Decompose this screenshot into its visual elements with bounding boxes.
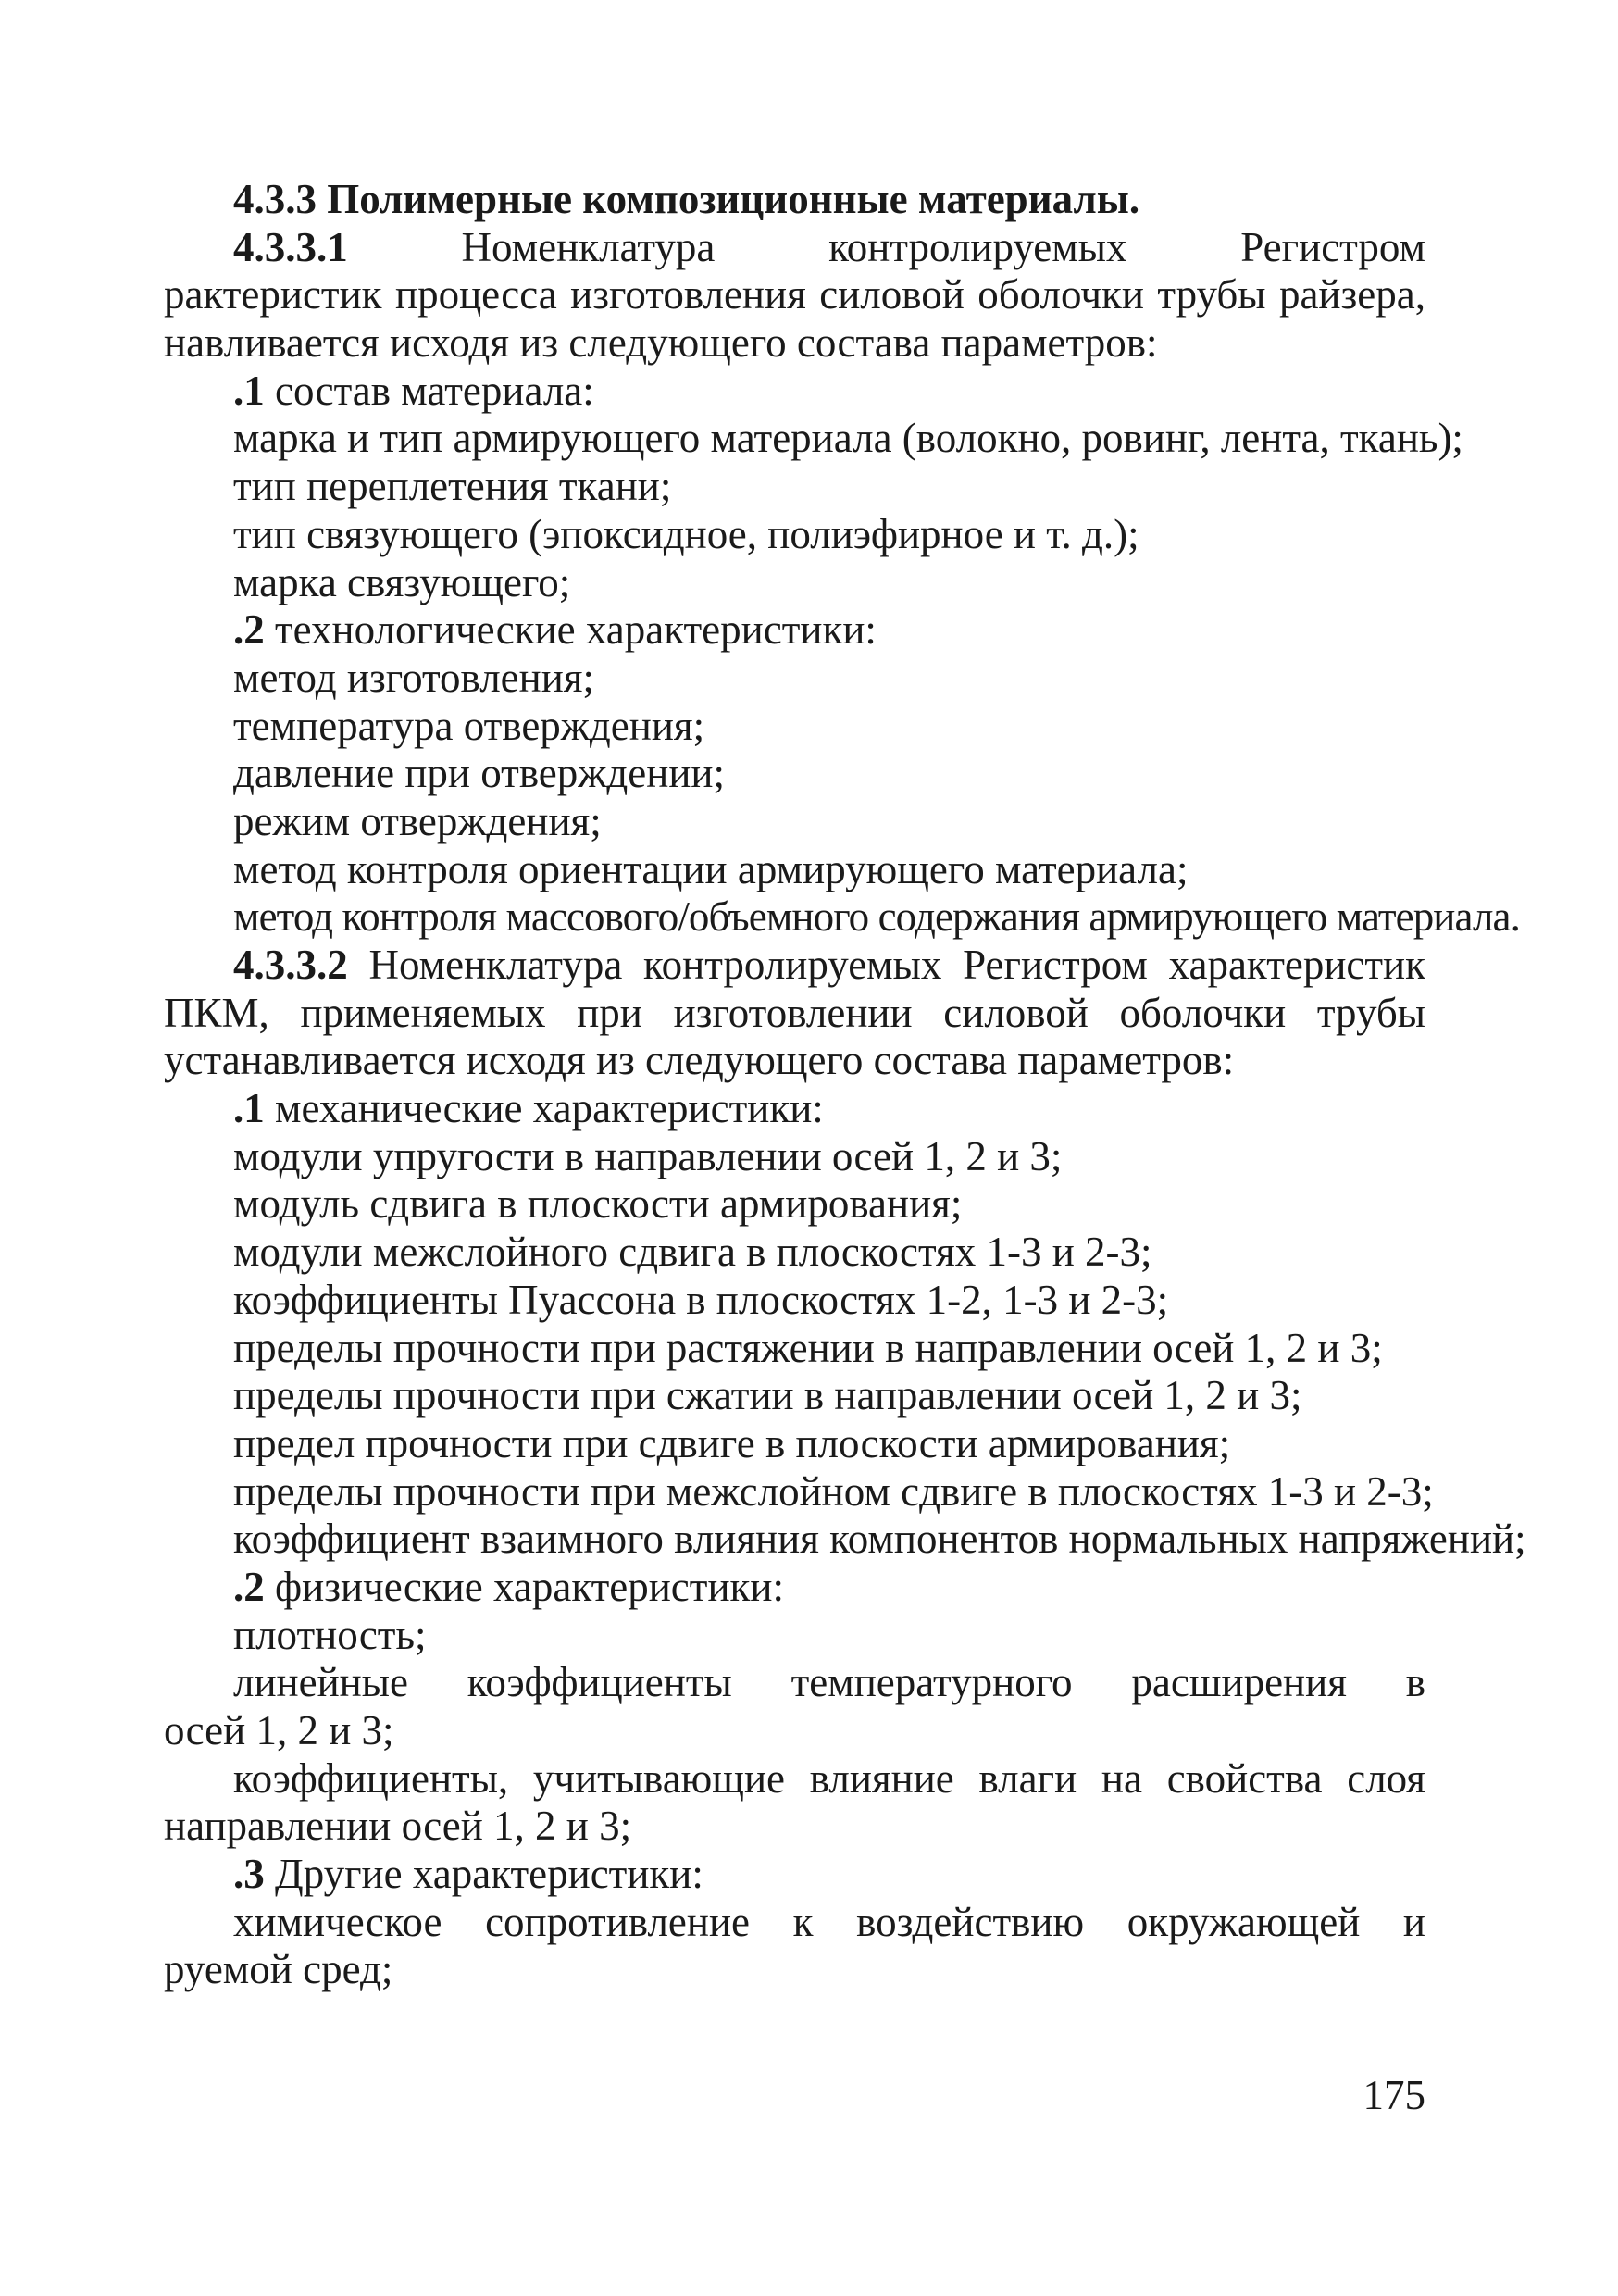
list-item: предел прочности при сдвиге в плоскости армирования; <box>233 1419 1231 1466</box>
heading-number: 4.3.3 <box>233 176 317 222</box>
paragraph-4-3-3-2-line-2: ПКМ, применяемых при изготовлении силовой оболочки трубы <box>164 989 1425 1036</box>
list-item: режим отверждения; <box>233 797 602 844</box>
list-item: пределы прочности при межслойном сдвиге в плоскостях 1-3 и 2-3; <box>233 1467 1434 1515</box>
section-heading <box>164 176 1425 224</box>
list-item: модуль сдвига в плоскости армирования; <box>233 1180 963 1228</box>
list-item-continuation: руемой сред; <box>164 1946 393 1993</box>
list-item: тип переплетения ткани; <box>233 463 672 510</box>
list-item: давление при отверждении; <box>233 750 725 797</box>
list-item: модули межслойного сдвига в плоскостях 1-3 и 2-3; <box>233 1229 1152 1276</box>
list-item: тип связующего (эпоксидное, полиэфирное и т. д.); <box>233 510 1139 557</box>
list-item: коэффициент взаимного влияния компонентов нормальных напряжений; <box>233 1516 1526 1563</box>
list-item: модули упругости в направлении осей 1, 2 и 3; <box>233 1132 1063 1179</box>
list-item: метод контроля массового/объемного содержания армирующего материала. <box>233 893 1520 941</box>
subgroup-heading: .1 состав материала: <box>233 367 594 414</box>
subgroup-heading: .1 механические характеристики: <box>233 1085 824 1132</box>
list-item: химическое сопротивление к воздействию окружающей и <box>233 1898 1425 1945</box>
list-item: температура отверждения; <box>233 702 705 749</box>
list-item: марка и тип армирующего материала (волокно, ровинг, лента, ткань); <box>233 415 1463 462</box>
list-item: линейные коэффициенты температурного расширения в <box>233 1659 1425 1706</box>
heading-title: Полимерные композиционные материалы. <box>327 176 1140 222</box>
paragraph-4-3-3-2-line-3: устанавливается исходя из следующего состава параметров: <box>164 1037 1235 1084</box>
subgroup-heading: .2 физические характеристики: <box>233 1563 784 1610</box>
list-item-continuation: направлении осей 1, 2 и 3; <box>164 1803 632 1850</box>
list-item: метод изготовления; <box>233 654 594 701</box>
list-item: пределы прочности при растяжении в направлении осей 1, 2 и 3; <box>233 1324 1383 1371</box>
clause-number: 4.3.3.2 <box>233 942 348 988</box>
paragraph-4-3-3-1-line-3: навливается исходя из следующего состава параметров: <box>164 319 1158 367</box>
subgroup-heading: .2 технологические характеристики: <box>233 606 877 654</box>
page-number: 175 <box>1363 2072 1425 2118</box>
list-item: пределы прочности при сжатии в направлении осей 1, 2 и 3; <box>233 1372 1302 1419</box>
list-item: метод контроля ориентации армирующего материала; <box>233 845 1189 892</box>
paragraph-4-3-3-1-line-1: 4.3.3.1 Номенклатура контролируемых Регистром <box>233 223 1425 270</box>
paragraph-4-3-3-1-line-2: рактеристик процесса изготовления силовой оболочки трубы райзера, <box>164 271 1425 318</box>
list-item: коэффициенты Пуассона в плоскостях 1-2, 1-3 и 2-3; <box>233 1276 1169 1323</box>
list-item: коэффициенты, учитывающие влияние влаги на свойства слоя <box>233 1754 1425 1802</box>
list-item-continuation: осей 1, 2 и 3; <box>164 1707 394 1753</box>
list-item: плотность; <box>233 1611 427 1658</box>
paragraph-4-3-3-2-line-1: 4.3.3.2 Номенклатура контролируемых Регистром характеристик <box>233 942 1425 988</box>
document-page <box>164 176 1526 1994</box>
clause-number: 4.3.3.1 <box>233 223 348 270</box>
subgroup-heading: .3 Другие характеристики: <box>233 1851 703 1898</box>
list-item: марка связующего; <box>233 558 571 605</box>
